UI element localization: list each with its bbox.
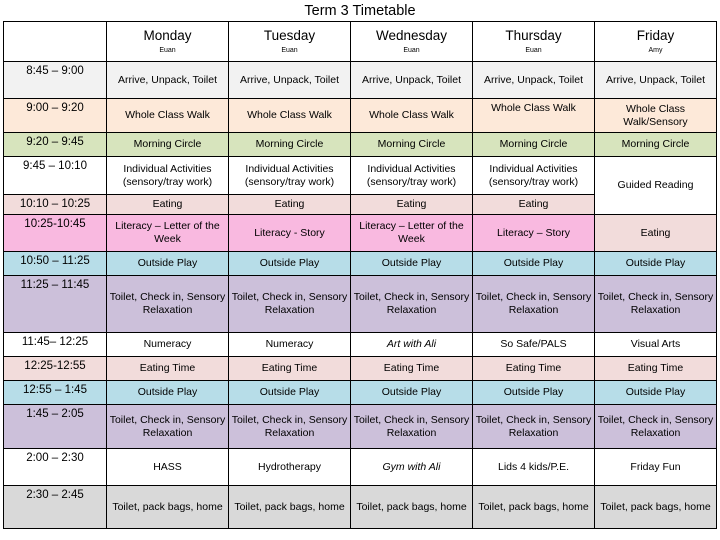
table-row: [4, 381, 717, 405]
table-row: [4, 276, 717, 333]
activity-cell: Eating Time: [473, 357, 595, 381]
table-row: [4, 357, 717, 381]
activity-cell: Whole Class Walk: [229, 99, 351, 133]
time-cell: 9:45 – 10:10: [4, 157, 107, 195]
activity-cell: Toilet, Check in, Sensory Relaxation: [595, 276, 717, 333]
activity-cell: Morning Circle: [351, 133, 473, 157]
time-cell: 12:55 – 1:45: [4, 381, 107, 405]
activity-cell: Eating: [473, 195, 595, 215]
activity-cell: Toilet, pack bags, home: [595, 486, 717, 529]
activity-cell: Outside Play: [595, 252, 717, 276]
activity-cell: Eating Time: [229, 357, 351, 381]
time-cell: 10:50 – 11:25: [4, 252, 107, 276]
activity-cell: Literacy – Letter of the Week: [107, 215, 229, 252]
activity-cell: Arrive, Unpack, Toilet: [595, 62, 717, 99]
activity-cell: Outside Play: [229, 381, 351, 405]
activity-cell: Outside Play: [595, 381, 717, 405]
activity-cell: Outside Play: [473, 381, 595, 405]
activity-cell: Whole Class Walk: [107, 99, 229, 133]
activity-cell: Outside Play: [229, 252, 351, 276]
activity-cell: Eating Time: [351, 357, 473, 381]
activity-cell: Eating: [595, 215, 717, 252]
table-row: [4, 99, 717, 133]
activity-cell: Visual Arts: [595, 333, 717, 357]
activity-cell: Literacy – Story: [473, 215, 595, 252]
activity-cell: Eating: [107, 195, 229, 215]
day-teacher: Euan: [525, 46, 542, 54]
time-cell: 9:00 – 9:20: [4, 99, 107, 133]
activity-cell: Literacy – Letter of the Week: [351, 215, 473, 252]
activity-cell: Whole Class Walk/Sensory: [595, 99, 717, 133]
activity-cell: Toilet, Check in, Sensory Relaxation: [107, 405, 229, 449]
activity-cell: Individual Activities (sensory/tray work): [473, 157, 595, 195]
activity-cell: Gym with Ali: [351, 449, 473, 486]
activity-cell: Toilet, pack bags, home: [107, 486, 229, 529]
table-row: [4, 252, 717, 276]
day-header-thursday: [473, 22, 595, 62]
activity-cell: Toilet, Check in, Sensory Relaxation: [351, 276, 473, 333]
activity-cell: Morning Circle: [107, 133, 229, 157]
activity-cell: Morning Circle: [473, 133, 595, 157]
header-row: [4, 22, 717, 62]
table-row: [4, 333, 717, 357]
activity-cell: Individual Activities (sensory/tray work): [229, 157, 351, 195]
activity-cell: Toilet, Check in, Sensory Relaxation: [473, 276, 595, 333]
activity-cell: So Safe/PALS: [473, 333, 595, 357]
time-cell: 11:45– 12:25: [4, 333, 107, 357]
activity-cell: Outside Play: [473, 252, 595, 276]
activity-cell: Friday Fun: [595, 449, 717, 486]
day-teacher: Euan: [281, 46, 298, 54]
time-cell: 10:10 – 10:25: [4, 195, 107, 215]
activity-cell: Numeracy: [229, 333, 351, 357]
activity-cell: Individual Activities (sensory/tray work): [107, 157, 229, 195]
activity-cell: Outside Play: [107, 252, 229, 276]
day-header-monday: [107, 22, 229, 62]
activity-cell: Eating Time: [107, 357, 229, 381]
activity-cell: Toilet, pack bags, home: [351, 486, 473, 529]
day-teacher: Euan: [159, 46, 176, 54]
corner-cell: [4, 22, 107, 62]
table-row: [4, 157, 717, 195]
activity-cell: Eating: [229, 195, 351, 215]
activity-cell: Whole Class Walk: [351, 99, 473, 133]
table-row: [4, 133, 717, 157]
activity-cell: Outside Play: [351, 381, 473, 405]
activity-cell: Morning Circle: [595, 133, 717, 157]
timetable: [3, 21, 717, 529]
activity-cell: Toilet, Check in, Sensory Relaxation: [473, 405, 595, 449]
activity-cell: Eating: [351, 195, 473, 215]
activity-cell: Numeracy: [107, 333, 229, 357]
day-header-friday: [595, 22, 717, 62]
activity-cell: Toilet, Check in, Sensory Relaxation: [351, 405, 473, 449]
activity-cell: Outside Play: [107, 381, 229, 405]
activity-cell: Toilet, pack bags, home: [473, 486, 595, 529]
activity-cell: Lids 4 kids/P.E.: [473, 449, 595, 486]
day-teacher: Amy: [648, 46, 663, 54]
time-cell: 11:25 – 11:45: [4, 276, 107, 333]
activity-cell: Hydrotherapy: [229, 449, 351, 486]
activity-cell: Morning Circle: [229, 133, 351, 157]
day-name: Monday: [143, 27, 192, 43]
time-cell: 2:00 – 2:30: [4, 449, 107, 486]
time-cell: 9:20 – 9:45: [4, 133, 107, 157]
activity-cell: Guided Reading: [595, 157, 717, 215]
day-name: Friday: [636, 27, 675, 43]
time-cell: 2:30 – 2:45: [4, 486, 107, 529]
table-row: [4, 62, 717, 99]
activity-cell: Toilet, Check in, Sensory Relaxation: [595, 405, 717, 449]
time-cell: 10:25-10:45: [4, 215, 107, 252]
day-name: Thursday: [505, 27, 562, 43]
activity-cell: Literacy - Story: [229, 215, 351, 252]
day-name: Tuesday: [263, 27, 316, 43]
table-row: [4, 486, 717, 529]
activity-cell: Arrive, Unpack, Toilet: [351, 62, 473, 99]
activity-cell: Toilet, Check in, Sensory Relaxation: [229, 276, 351, 333]
day-teacher: Euan: [403, 46, 420, 54]
page-title: Term 3 Timetable: [304, 3, 416, 19]
day-header-wednesday: [351, 22, 473, 62]
time-cell: 1:45 – 2:05: [4, 405, 107, 449]
activity-cell: Toilet, Check in, Sensory Relaxation: [229, 405, 351, 449]
table-row: [4, 215, 717, 252]
activity-cell: HASS: [107, 449, 229, 486]
table-row: [4, 449, 717, 486]
activity-cell: Outside Play: [351, 252, 473, 276]
activity-cell: Whole Class Walk: [473, 99, 595, 133]
time-cell: 12:25-12:55: [4, 357, 107, 381]
table-row: [4, 405, 717, 449]
day-header-tuesday: [229, 22, 351, 62]
day-name: Wednesday: [375, 27, 448, 43]
activity-cell: Individual Activities (sensory/tray work): [351, 157, 473, 195]
activity-cell: Arrive, Unpack, Toilet: [229, 62, 351, 99]
activity-cell: Toilet, Check in, Sensory Relaxation: [107, 276, 229, 333]
activity-cell: Eating Time: [595, 357, 717, 381]
activity-cell: Art with Ali: [351, 333, 473, 357]
activity-cell: Arrive, Unpack, Toilet: [107, 62, 229, 99]
time-cell: 8:45 – 9:00: [4, 62, 107, 99]
activity-cell: Toilet, pack bags, home: [229, 486, 351, 529]
activity-cell: Arrive, Unpack, Toilet: [473, 62, 595, 99]
